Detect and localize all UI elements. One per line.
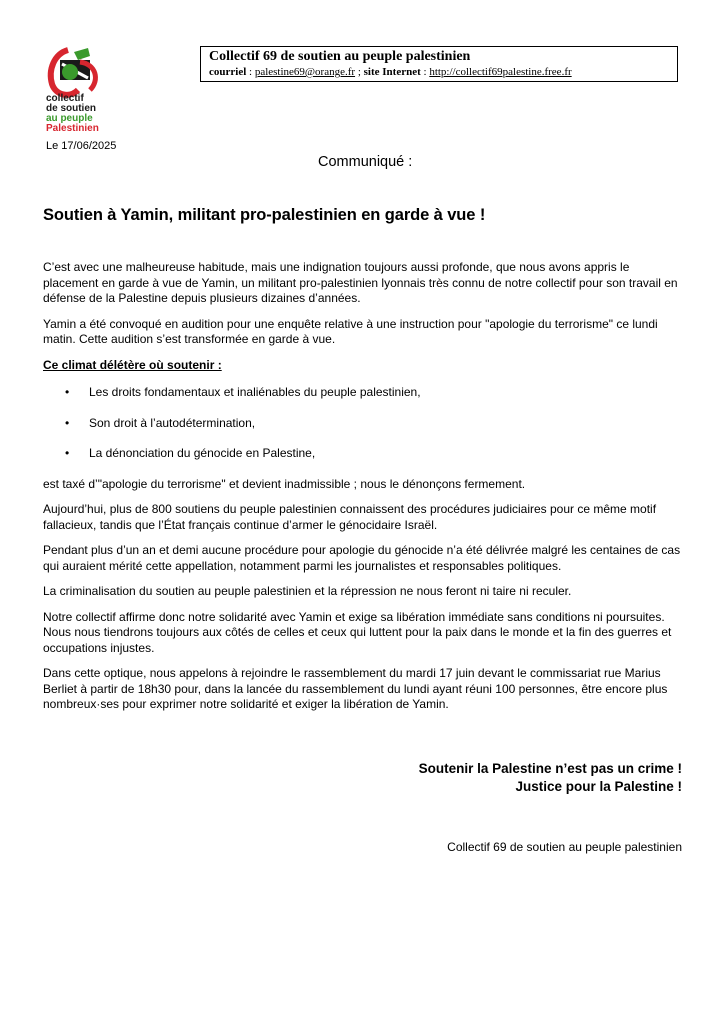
paragraph: Notre collectif affirme donc notre solidarité avec Yamin et exige sa libération immédiate sans conditions ni poursuites. Nous nous tiendrons toujours aux côtés de celles et ceux qui luttent pour la paix dans le monde et la fin des guerres et occupations injustes. (43, 609, 672, 655)
logo-text (46, 94, 99, 134)
list-item: • La dénonciation du génocide en Palestine, (89, 446, 683, 462)
paragraph: Aujourd’hui, plus de 800 soutiens du peuple palestinien connaissent des procédures judiciaires pour ce même motif fallacieux, tandis que l’État français continue d’armer le génocidaire Israël. (43, 502, 657, 532)
section-heading: Ce climat délétère où soutenir : (43, 357, 222, 372)
logo-line-2: de soutien (46, 103, 97, 114)
list-item: • Son droit à l’autodétermination, (89, 416, 683, 432)
bullet-list (43, 385, 683, 462)
header-box (200, 46, 678, 82)
document-date: Le 17/06/2025 (46, 140, 117, 152)
paragraph: La criminalisation du soutien au peuple palestinien et la répression ne nous feront ni taire ni reculer. (43, 584, 572, 598)
logo-line-1: collectif (46, 93, 84, 104)
slogan-line: Soutenir la Palestine n’est pas un crime ! (418, 761, 682, 776)
document-body (43, 260, 683, 723)
email-link[interactable]: palestine69@orange.fr (254, 66, 356, 78)
paragraph: Pendant plus d’un an et demi aucune procédure pour apologie du génocide n’a été délivrée malgré les centaines de cas qui auraient mérité cette appellation, notamment parmi les journalistes et responsables politiques. (43, 543, 681, 573)
signature: Collectif 69 de soutien au peuple palestinien (447, 840, 682, 854)
document-title: Soutien à Yamin, militant pro-palestinien en garde à vue ! (43, 206, 486, 224)
logo-line-4: Palestinien (46, 123, 99, 134)
slogan-line: Justice pour la Palestine ! (515, 779, 682, 794)
paragraph: est taxé d’"apologie du terrorisme" et devient inadmissible ; nous le dénonçons fermement. (43, 476, 526, 491)
logo-line-3: au peuple (46, 113, 93, 124)
site-link[interactable]: http://collectif69palestine.free.fr (429, 66, 572, 78)
email-label: courriel (209, 66, 247, 78)
header-contact: courriel : palestine69@orange.fr ; site Internet : http://collectif69palestine.free.fr (209, 66, 572, 78)
paragraph: Yamin a été convoqué en audition pour une enquête relative à une instruction pour "apologie du terrorisme" ce lundi matin. Cette audition s’est transformée en garde à vue. (43, 316, 658, 346)
paragraph: C’est avec une malheureuse habitude, mais une indignation toujours aussi profonde, que nous avons appris le placement en garde à vue de Yamin, un militant pro-palestinien lyonnais très connu de notre collectif pour son travail en défense de la Palestine depuis plusieurs dizaines d’années. (43, 260, 678, 305)
paragraph: Dans cette optique, nous appelons à rejoindre le rassemblement du mardi 17 juin devant le commissariat rue Marius Berliet à partir de 18h30 pour, dans la lancée du rassemblement du lundi ayant réuni 100 personnes, être encore plus nombreux·ses pour exprimer notre solidarité et exiger la libération de Yamin. (43, 666, 668, 711)
communique-label: Communiqué : (318, 154, 413, 170)
site-label: site Internet (363, 66, 421, 78)
slogans (419, 760, 682, 796)
list-item: • Les droits fondamentaux et inaliénables du peuple palestinien, (89, 385, 683, 401)
header-title: Collectif 69 de soutien au peuple palestinien (209, 49, 471, 64)
